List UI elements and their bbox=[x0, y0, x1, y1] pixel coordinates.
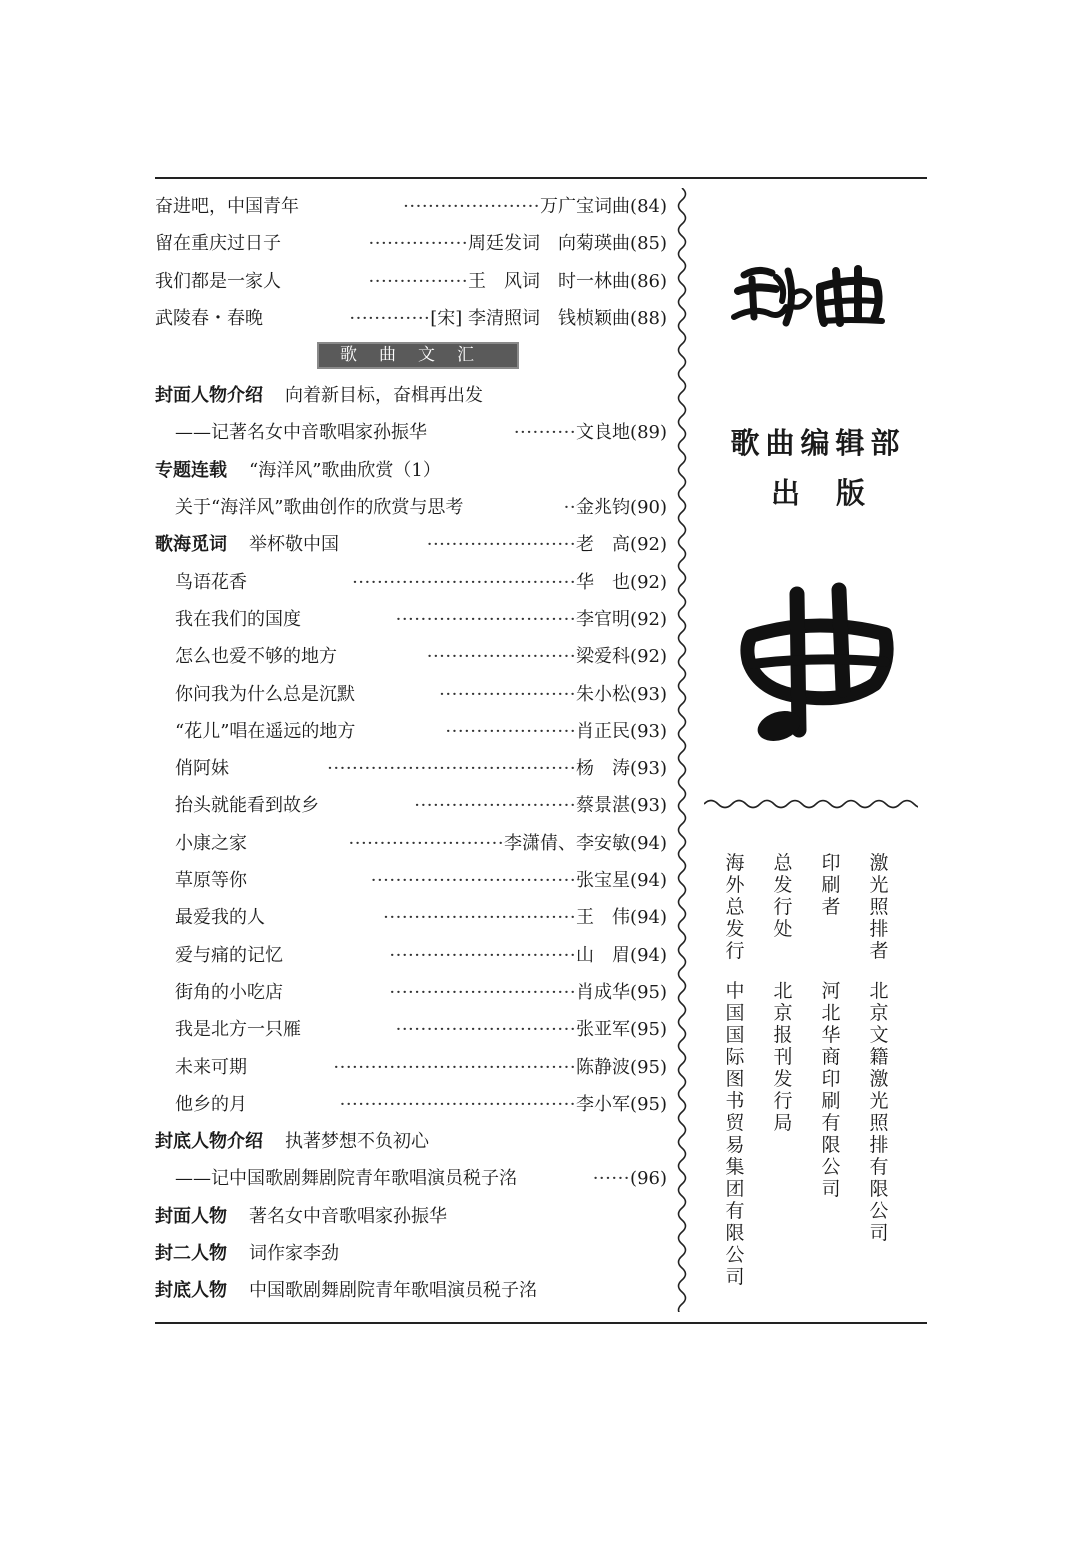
masthead-calligraphy-logo bbox=[724, 257, 896, 335]
entry-page: (94) bbox=[630, 870, 667, 892]
entry-title: ——记著名女中音歌唱家孙振华 bbox=[175, 422, 427, 444]
entry-title: 俏阿妹 bbox=[175, 758, 229, 780]
entry-title: 最爱我的人 bbox=[175, 907, 265, 929]
entry-credit: 朱小松 bbox=[576, 683, 631, 705]
editorial-line: 歌曲编辑部 bbox=[730, 426, 906, 460]
dot-leader: ······························· bbox=[383, 907, 577, 929]
toc-entry[interactable] bbox=[155, 750, 667, 787]
wavy-divider-horizontal bbox=[704, 796, 918, 812]
entry-credit: 陈静波 bbox=[576, 1056, 631, 1078]
toc-entry[interactable] bbox=[155, 601, 667, 638]
entry-credit: 李潇倩、李安敏 bbox=[504, 832, 631, 854]
top-rule bbox=[155, 177, 927, 179]
entry-title: 草原等你 bbox=[175, 870, 247, 892]
entry-page: (95) bbox=[630, 981, 667, 1003]
entry-page: (93) bbox=[630, 683, 667, 705]
entry-credit: 万广宝词曲 bbox=[540, 196, 631, 217]
category-label: 歌海觅词 bbox=[155, 534, 227, 556]
dot-leader: ······································ bbox=[339, 1093, 577, 1115]
entry-page: (84) bbox=[630, 196, 667, 217]
dot-leader: ························ bbox=[426, 534, 577, 556]
entry-page: (92) bbox=[630, 608, 667, 630]
entry-title: 抬头就能看到故乡 bbox=[175, 795, 319, 817]
entry-title: 我们都是一家人 bbox=[155, 270, 281, 292]
dot-leader: ······ bbox=[592, 1168, 631, 1190]
dot-leader: ····························· bbox=[395, 608, 577, 630]
toc-entry[interactable] bbox=[155, 899, 667, 936]
people-text: 中国歌剧舞剧院青年歌唱演员税子洺 bbox=[249, 1280, 537, 1302]
dot-leader: ······················ bbox=[439, 683, 577, 705]
toc-entry[interactable] bbox=[155, 676, 667, 713]
entry-credit: 金兆钧 bbox=[576, 497, 631, 519]
entry-credit: 杨 涛 bbox=[576, 758, 631, 780]
credit-value: 北京文籍激光照排有限公司 bbox=[869, 980, 889, 1244]
toc-entry[interactable] bbox=[155, 300, 667, 337]
entry-title: ——记中国歌剧舞剧院青年歌唱演员税子洺 bbox=[175, 1168, 517, 1190]
toc-entry[interactable] bbox=[155, 937, 667, 974]
entry-credit: 王 伟 bbox=[576, 907, 631, 929]
entry-credit: 老 高 bbox=[576, 534, 631, 556]
entry-credit: 梁爱科 bbox=[576, 646, 631, 668]
dot-leader: ····························· bbox=[395, 1019, 577, 1041]
entry-page: (90) bbox=[630, 497, 667, 519]
dot-leader: ························· bbox=[348, 832, 505, 854]
entry-title: 关于“海洋风”歌曲创作的欣赏与思考 bbox=[175, 497, 464, 519]
people-label: 封底人物 bbox=[155, 1280, 227, 1302]
toc-entry[interactable] bbox=[155, 1011, 667, 1048]
toc-entry[interactable] bbox=[155, 862, 667, 899]
credit-column bbox=[867, 852, 891, 1244]
feature-headline: 执著梦想不负初心 bbox=[285, 1131, 429, 1153]
people-line bbox=[155, 1235, 667, 1272]
entry-title: 我在我们的国度 bbox=[175, 608, 301, 630]
entry-title: 奋进吧，中国青年 bbox=[155, 196, 299, 217]
entry-title: 街角的小吃店 bbox=[175, 981, 283, 1003]
entry-page: (86) bbox=[630, 270, 667, 292]
credit-column bbox=[723, 852, 747, 1288]
entry-title: 他乡的月 bbox=[175, 1093, 247, 1115]
credit-column bbox=[771, 852, 795, 1134]
entry-title: 未来可期 bbox=[175, 1056, 247, 1078]
credit-value: 北京报刊发行局 bbox=[773, 980, 793, 1134]
credit-label: 总发行处 bbox=[773, 852, 793, 940]
back-feature-heading[interactable] bbox=[155, 1123, 667, 1160]
dot-leader: ······················ bbox=[403, 196, 541, 217]
wavy-divider-vertical bbox=[672, 188, 692, 1312]
toc-entry[interactable] bbox=[155, 638, 667, 675]
entry-title: “花儿”唱在遥远的地方 bbox=[175, 720, 356, 742]
entry-credit: 华 也 bbox=[576, 571, 631, 593]
entry-page: (89) bbox=[630, 422, 667, 444]
toc-entry[interactable] bbox=[155, 526, 667, 563]
bottom-rule bbox=[155, 1322, 927, 1324]
dot-leader: ·· bbox=[563, 497, 577, 519]
entry-title: 留在重庆过日子 bbox=[155, 233, 281, 255]
series-heading[interactable] bbox=[155, 452, 667, 489]
toc-entry[interactable] bbox=[155, 787, 667, 824]
toc-entry[interactable] bbox=[155, 825, 667, 862]
section-band: 歌曲文汇 bbox=[317, 342, 519, 369]
people-label: 封二人物 bbox=[155, 1243, 227, 1265]
feature-headline: 向着新目标，奋楫再出发 bbox=[285, 385, 483, 407]
dot-leader: ················ bbox=[368, 270, 469, 292]
entry-title: 举杯敬中国 bbox=[249, 534, 339, 556]
dot-leader: ········································ bbox=[327, 758, 577, 780]
toc-entry[interactable] bbox=[155, 225, 667, 262]
people-label: 封面人物 bbox=[155, 1205, 227, 1227]
cover-feature-heading[interactable] bbox=[155, 377, 667, 414]
credit-label: 印刷者 bbox=[821, 852, 841, 918]
entry-page: (95) bbox=[630, 1093, 667, 1115]
toc-entry[interactable] bbox=[155, 188, 667, 225]
entry-page: (92) bbox=[630, 534, 667, 556]
entry-title: 你问我为什么总是沉默 bbox=[175, 683, 355, 705]
dot-leader: ································· bbox=[370, 870, 577, 892]
toc-entry[interactable] bbox=[155, 1160, 667, 1197]
people-text: 词作家李劲 bbox=[249, 1243, 339, 1265]
toc-entry[interactable] bbox=[155, 489, 667, 526]
people-line bbox=[155, 1198, 667, 1235]
dot-leader: ······································· bbox=[333, 1056, 577, 1078]
toc-entry[interactable] bbox=[155, 974, 667, 1011]
entry-page: (93) bbox=[630, 758, 667, 780]
entry-page: (93) bbox=[630, 795, 667, 817]
people-line bbox=[155, 1272, 667, 1309]
entry-page: (92) bbox=[630, 646, 667, 668]
credit-value: 中国国际图书贸易集团有限公司 bbox=[725, 980, 745, 1288]
entry-credit: 肖正民 bbox=[576, 720, 631, 742]
entry-page: (94) bbox=[630, 907, 667, 929]
dot-leader: ·········· bbox=[513, 422, 577, 444]
dot-leader: ······························ bbox=[389, 944, 577, 966]
dot-leader: ············· bbox=[349, 307, 431, 329]
entry-credit: 蔡景湛 bbox=[576, 795, 631, 817]
entry-page: (95) bbox=[630, 1056, 667, 1078]
entry-page: (95) bbox=[630, 1019, 667, 1041]
dot-leader: ······························ bbox=[389, 981, 577, 1003]
entry-page: (93) bbox=[630, 720, 667, 742]
entry-title: 怎么也爱不够的地方 bbox=[175, 646, 337, 668]
toc-entry[interactable] bbox=[155, 713, 667, 750]
entry-title: 武陵春・春晚 bbox=[155, 307, 263, 329]
wavy-line bbox=[679, 188, 686, 1312]
entry-credit: 文良地 bbox=[576, 422, 631, 444]
toc-entry[interactable] bbox=[155, 1049, 667, 1086]
credit-label: 激光照排者 bbox=[869, 852, 889, 962]
credit-label: 海外总发行 bbox=[725, 852, 745, 962]
category-label: 封面人物介绍 bbox=[155, 385, 263, 407]
category-label: 专题连载 bbox=[155, 459, 227, 481]
toc-entry[interactable] bbox=[155, 263, 667, 300]
entry-title: 鸟语花香 bbox=[175, 571, 247, 593]
toc-entry[interactable] bbox=[155, 564, 667, 601]
dot-leader: ················ bbox=[368, 233, 469, 255]
credit-value: 河北华商印刷有限公司 bbox=[821, 980, 841, 1200]
music-emblem-icon bbox=[735, 580, 895, 746]
toc-entry[interactable] bbox=[155, 414, 667, 451]
dot-leader: ························ bbox=[426, 646, 577, 668]
entry-credit: [宋] 李清照词 钱桢颖曲 bbox=[430, 307, 631, 329]
category-label: 封底人物介绍 bbox=[155, 1131, 263, 1153]
entry-credit: 李官明 bbox=[576, 608, 631, 630]
entry-title: 我是北方一只雁 bbox=[175, 1019, 301, 1041]
entry-credit: 王 风词 时一林曲 bbox=[468, 270, 631, 292]
entry-page: (85) bbox=[630, 233, 667, 255]
toc-entry[interactable] bbox=[155, 1086, 667, 1123]
entry-page: (94) bbox=[630, 944, 667, 966]
entry-title: 小康之家 bbox=[175, 832, 247, 854]
entry-credit: 周廷发词 向菊瑛曲 bbox=[468, 233, 631, 255]
entry-page: (94) bbox=[630, 832, 667, 854]
table-of-contents bbox=[155, 188, 667, 1310]
section-band-wrap bbox=[155, 337, 667, 377]
entry-title: 爱与痛的记忆 bbox=[175, 944, 283, 966]
wavy-line bbox=[704, 801, 918, 808]
dot-leader: ·························· bbox=[414, 795, 577, 817]
entry-credit: 张宝星 bbox=[576, 870, 631, 892]
editorial-line: 出版 bbox=[770, 476, 901, 510]
dot-leader: ···································· bbox=[352, 571, 577, 593]
people-text: 著名女中音歌唱家孙振华 bbox=[249, 1205, 447, 1227]
series-headline: “海洋风”歌曲欣赏（1） bbox=[249, 459, 441, 481]
credit-column bbox=[819, 852, 843, 1200]
entry-page: (88) bbox=[630, 307, 667, 329]
entry-credit: 山 眉 bbox=[576, 944, 631, 966]
entry-credit: 李小军 bbox=[576, 1093, 631, 1115]
editorial-department bbox=[718, 418, 918, 518]
entry-credit: 肖成华 bbox=[576, 981, 631, 1003]
entry-page: (96) bbox=[630, 1168, 667, 1190]
entry-credit: 张亚军 bbox=[576, 1019, 631, 1041]
dot-leader: ····················· bbox=[445, 720, 577, 742]
entry-page: (92) bbox=[630, 571, 667, 593]
